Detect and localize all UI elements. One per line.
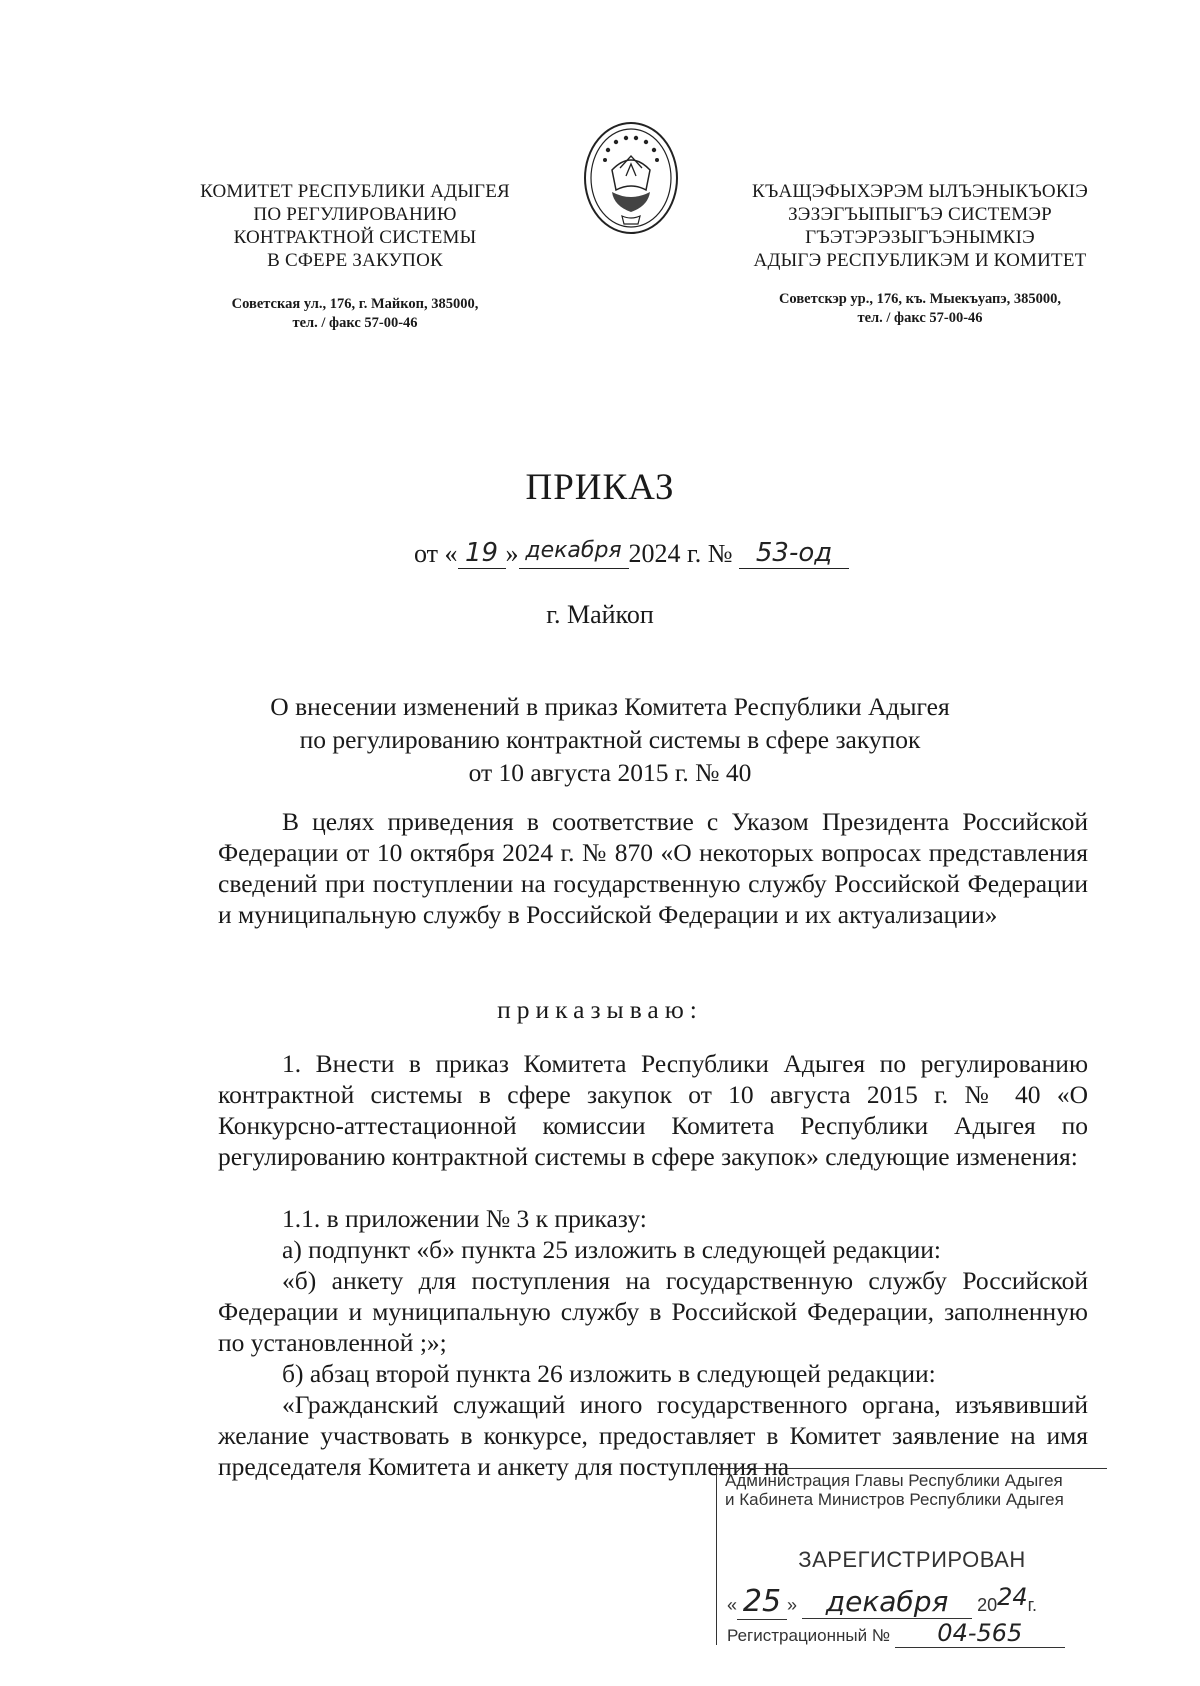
item-1-1-paragraph: 1.1. в приложении № 3 к приказу:: [282, 1204, 647, 1233]
stamp-year-suffix: 24: [997, 1583, 1028, 1611]
subject-line: по регулированию контрактной системы в сфере закупок: [299, 725, 921, 754]
header-left-line: В СФЕРЕ ЗАКУПОК: [267, 250, 443, 271]
document-title: ПРИКАЗ: [525, 467, 675, 508]
registration-stamp: [716, 1468, 1107, 1645]
order-word: приказываю:: [497, 995, 703, 1024]
date-month: декабря: [519, 538, 629, 569]
address-line: тел. / факс 57-00-46: [292, 315, 418, 331]
header-left-org-name: [180, 180, 530, 272]
order-subject: [180, 690, 1040, 789]
stamp-date-line: [727, 1583, 1107, 1617]
stamp-org-line: Администрация Главы Республики Адыгея: [725, 1471, 1063, 1490]
stamp-year-end: г.: [1027, 1595, 1038, 1615]
stamp-day: 25: [737, 1584, 787, 1620]
city-name: г. Майкоп: [546, 600, 654, 629]
address-line: тел. / факс 57-00-46: [857, 310, 983, 326]
stamp-reg-number: 04-565: [895, 1619, 1065, 1648]
stamp-org-name: [725, 1471, 1105, 1509]
date-day: 19: [458, 538, 506, 569]
date-year: 2024 г. №: [628, 539, 733, 568]
item-a-paragraph: а) подпункт «б» пункта 25 изложить в следующей редакции:: [282, 1235, 942, 1264]
header-left-line: ПО РЕГУЛИРОВАНИЮ: [253, 204, 457, 225]
header-right-line: ЗЭЗЭГЪЫПЫГЪЭ СИСТЕМЭР: [788, 204, 1052, 225]
address-line: Советская ул., 176, г. Майкоп, 385000,: [231, 296, 479, 312]
subject-line: от 10 августа 2015 г. № 40: [468, 758, 752, 787]
header-right-line: АДЫГЭ РЕСПУБЛИКЭМ И КОМИТЕТ: [753, 250, 1087, 271]
item-b-paragraph: б) абзац второй пункта 26 изложить в следующей редакции:: [282, 1359, 936, 1388]
header-right-org-name: [730, 180, 1110, 272]
header-right-address: [740, 290, 1100, 328]
stamp-reg-label: Регистрационный №: [727, 1626, 891, 1645]
stamp-registered-label: ЗАРЕГИСТРИРОВАН: [798, 1547, 1026, 1572]
item-1-paragraph: 1. Внести в приказ Комитета Республики Адыгея по регулированию контрактной системы в сфере закупок от 10 августа 2015 г. № 40 «О Конкурсно-аттестационной комиссии Комитета Республики Адыгея по регулированию контрактной системы в сфере закупок» следующие изменения:: [218, 1049, 1088, 1171]
order-number: 53-од: [739, 538, 849, 569]
stamp-org-line: и Кабинета Министров Республики Адыгея: [725, 1490, 1064, 1509]
header-right-line: ГЪЭТЭРЭЗЫГЪЭНЫМКIЭ: [805, 227, 1035, 248]
stamp-date-prefix: «: [727, 1595, 738, 1615]
date-prefix: от «: [414, 539, 458, 568]
header-left-line: КОНТРАКТНОЙ СИСТЕМЫ: [233, 227, 477, 248]
date-mid: »: [505, 539, 519, 568]
subject-line: О внесении изменений в приказ Комитета Республики Адыгея: [270, 692, 950, 721]
stamp-month: декабря: [802, 1585, 972, 1619]
stamp-number-line: [727, 1619, 1107, 1647]
item-a-text-paragraph: «б) анкету для поступления на государственную службу Российской Федерации и муниципальную службу в Российской Федерации, заполненную по установленной ;»;: [218, 1266, 1088, 1357]
address-line: Советскэр ур., 176, къ. Мыекъуапэ, 385000,: [778, 291, 1062, 307]
header-left-line: КОМИТЕТ РЕСПУБЛИКИ АДЫГЕЯ: [200, 181, 510, 202]
header-left-address: [190, 295, 520, 333]
adygea-coat-of-arms-icon: [582, 120, 680, 238]
header-right-line: КЪАЩЭФЫХЭРЭМ ЫЛЪЭНЫКЪОКIЭ: [751, 181, 1088, 202]
stamp-year-prefix: 20: [977, 1595, 998, 1615]
order-date-line: [414, 538, 849, 569]
item-b-text-paragraph: «Гражданский служащий иного государственного органа, изъявивший желание участвовать в конкурсе, предоставляет в Комитет заявление на имя председателя Комитета и анкету для поступления на: [218, 1390, 1088, 1481]
preamble-paragraph: В целях приведения в соответствие с Указом Президента Российской Федерации от 10 октября 2024 г. № 870 «О некоторых вопросах представления сведений при поступлении на государственную службу Российской Федерации и муниципальную службу в Российской Федерации и их актуализации»: [218, 807, 1088, 929]
stamp-date-mid: »: [787, 1595, 798, 1615]
